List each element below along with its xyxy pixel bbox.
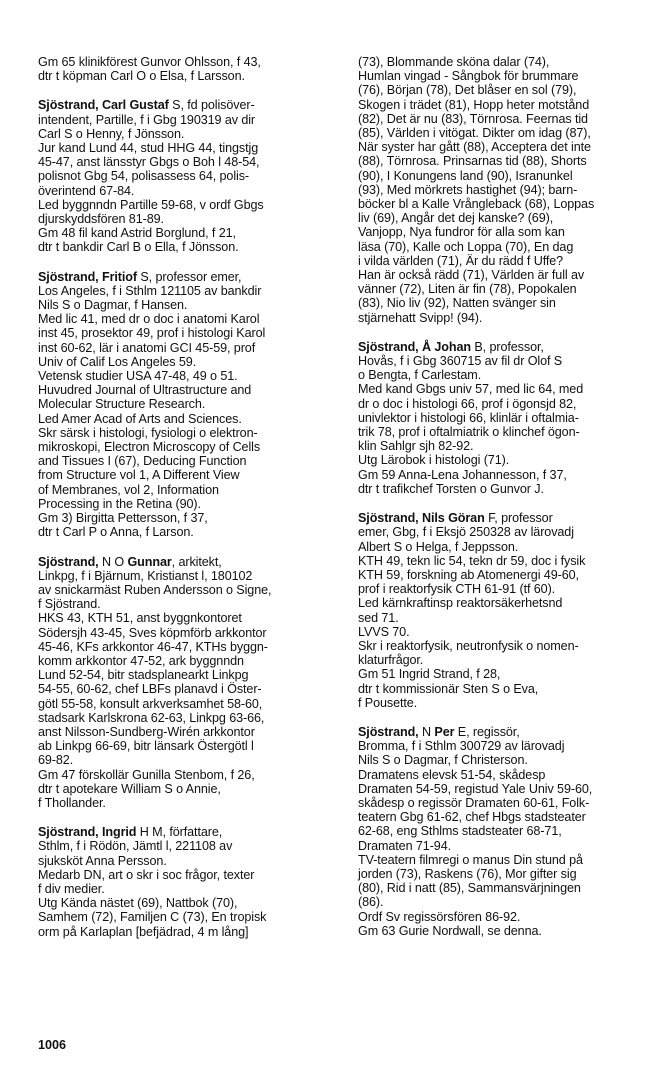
entry-text: Skr särsk i histologi, fysiologi o elektron- (38, 425, 258, 440)
text-line (358, 796, 658, 810)
text-line (38, 854, 338, 868)
entry-text: (93), Med mörkrets hastighet (94); barn- (358, 182, 578, 197)
entry-text: Han är också rädd (71), Världen är full av (358, 268, 585, 283)
text-line (358, 169, 658, 183)
entry-text: Led byggnndn Partille 59-68, v ordf Gbgs (38, 197, 264, 212)
biography-entry (38, 825, 338, 939)
entry-surname: Sjöstrand, (38, 269, 102, 284)
entry-surname: Sjöstrand, (38, 554, 102, 569)
entry-text: vänner (72), Liten är fin (78), Popokalen (358, 282, 577, 297)
page-number: 1006 (38, 1038, 67, 1052)
entry-text: , arkitekt, (171, 554, 222, 569)
entry-text: dr o doc i histologi 66, prof i ögonsjd 82, (358, 396, 577, 411)
text-line (358, 311, 658, 325)
entry-text: LVVS 70. (358, 624, 410, 639)
text-line (358, 468, 658, 482)
text-line (38, 69, 338, 83)
text-line (38, 98, 338, 112)
text-line (38, 825, 338, 839)
entry-text: Processing in the Retina (90). (38, 496, 201, 511)
entry-text: o Bengta, f Carlestam. (358, 368, 482, 383)
left-column (38, 55, 338, 954)
entry-text: E, regissör, (454, 724, 520, 739)
text-line (358, 568, 658, 582)
entry-text: trik 78, prof i oftalmiatrik o klinchef ögon- (358, 425, 580, 440)
text-line (38, 910, 338, 924)
entry-text: Ordf Sv regissörsfören 86-92. (358, 909, 521, 924)
text-line (358, 540, 658, 554)
text-line (358, 296, 658, 310)
text-line (38, 284, 338, 298)
biography-entry (38, 270, 338, 540)
text-line (358, 554, 658, 568)
biography-entry (38, 55, 338, 83)
entry-text: (85), Världen i vitögat. Dikter om idag (87), (358, 126, 591, 141)
text-line (358, 839, 658, 853)
text-line (38, 369, 338, 383)
entry-text: Linkpg, f i Bjärnum, Kristianst l, 180102 (38, 568, 253, 583)
text-line (38, 711, 338, 725)
entry-text: Samhem (72), Familjen C (73), En tropisk (38, 910, 267, 925)
entry-text: Gm 65 klinikförest Gunvor Ohlsson, f 43, (38, 55, 261, 69)
biography-entry (358, 340, 658, 496)
entry-surname: Sjöstrand, (358, 724, 422, 739)
entry-text: Dramatens elevsk 51-54, skådesp (358, 767, 546, 782)
entry-text: Skr i reaktorfysik, neutronfysik o nomen- (358, 638, 579, 653)
entry-text: När syster har gått (88), Acceptera det inte (358, 140, 591, 155)
text-line (358, 782, 658, 796)
entry-surname: Sjöstrand, (358, 511, 422, 526)
entry-text: Molecular Structure Research. (38, 397, 206, 412)
entry-text: Dramaten 54-59, registud Yale Univ 59-60, (358, 781, 593, 796)
entry-text: F, professor (484, 511, 553, 526)
entry-text: ab Linkpg 66-69, bitr länsark Östergötl l (38, 739, 254, 754)
text-line (38, 155, 338, 169)
entry-given-name: Gunnar (127, 554, 172, 569)
entry-text: Los Angeles, f i Sthlm 121105 av bankdir (38, 283, 262, 298)
entry-text: böcker bl a Kalle Vrångleback (68), Loppas (358, 197, 595, 212)
entry-text: 69-82. (38, 753, 74, 768)
text-line (38, 298, 338, 312)
entry-text: dtr t köpman Carl O o Elsa, f Larsson. (38, 69, 245, 84)
text-line (358, 895, 658, 909)
entry-text: Bromma, f i Sthlm 300729 av lärovadj (358, 739, 565, 754)
text-line (358, 425, 658, 439)
text-line (38, 497, 338, 511)
entry-text: intendent, Partille, f i Gbg 190319 av dir (38, 112, 256, 127)
entry-text: Nils S o Dagmar, f Christerson. (358, 753, 528, 768)
entry-text: (73), Blommande sköna dalar (74), (358, 55, 550, 69)
entry-text: KTH 49, tekn lic 54, tekn dr 59, doc i fysik (358, 553, 586, 568)
text-line (38, 270, 338, 284)
text-line (358, 753, 658, 767)
entry-text: Humlan vingad - Sångbok för brummare (358, 69, 579, 84)
text-line (38, 725, 338, 739)
entry-text: f Thollander. (38, 795, 106, 810)
text-line (358, 453, 658, 467)
text-line (358, 582, 658, 596)
text-line (358, 98, 658, 112)
entry-text: N (421, 724, 435, 739)
entry-text: dtr t trafikchef Torsten o Gunvor J. (358, 481, 544, 496)
text-line (358, 368, 658, 382)
text-line (38, 397, 338, 411)
entry-text: inst 45, prosektor 49, prof i histologi Karol (38, 326, 266, 341)
text-line (38, 925, 338, 939)
text-line (358, 924, 658, 938)
entry-text: TV-teatern filmregi o manus Din stund på (358, 852, 583, 867)
text-line (358, 881, 658, 895)
text-line (358, 140, 658, 154)
entry-text: Gm 48 fil kand Astrid Borglund, f 21, (38, 226, 236, 241)
entry-text: emer, Gbg, f i Eksjö 250328 av lärovadj (358, 525, 574, 540)
entry-text: Skogen i trädet (81), Hopp heter motstånd (358, 97, 590, 112)
entry-text: inst 60-62, lär i anatomi GCI 45-59, prof (38, 340, 256, 355)
entry-text: orm på Karlaplan [befjädrad, 4 m lång] (38, 924, 249, 939)
text-line (38, 753, 338, 767)
text-line (358, 254, 658, 268)
text-line (358, 439, 658, 453)
entry-text: Gm 59 Anna-Lena Johannesson, f 37, (358, 467, 567, 482)
entry-text: KTH 59, forskning ab Atomenergi 49-60, (358, 567, 579, 582)
text-line (358, 83, 658, 97)
text-line (38, 868, 338, 882)
text-line (358, 739, 658, 753)
entry-text: stadsark Karlskrona 62-63, Linkpg 63-66, (38, 710, 265, 725)
entry-text: av snickarmäst Ruben Andersson o Signe, (38, 582, 272, 597)
text-line (38, 668, 338, 682)
entry-text: Utg Kända nästet (69), Nattbok (70), (38, 896, 238, 911)
text-line (358, 240, 658, 254)
entry-text: dtr t bankdir Carl B o Ella, f Jönsson. (38, 240, 239, 255)
entry-text: Univ of Calif Los Angeles 59. (38, 354, 197, 369)
entry-text: Huvudred Journal of Ultrastructure and (38, 383, 252, 398)
text-line (358, 183, 658, 197)
entry-text: Gm 47 förskollär Gunilla Stenbom, f 26, (38, 767, 255, 782)
entry-text: anst Nilsson-Sundberg-Wirén arkkontor (38, 724, 255, 739)
entry-text: Medarb DN, art o skr i soc frågor, texter (38, 867, 255, 882)
entry-text: Med kand Gbgs univ 57, med lic 64, med (358, 382, 584, 397)
entry-text: Gm 51 Ingrid Strand, f 28, (358, 667, 501, 682)
entry-text: stjärnehatt Svipp! (94). (358, 310, 483, 325)
text-line (38, 640, 338, 654)
entry-text: Carl S o Henny, f Jönsson. (38, 126, 185, 141)
entry-text: 45-47, anst länsstyr Gbgs o Boh l 48-54, (38, 155, 260, 170)
text-line (358, 511, 658, 525)
text-line (38, 212, 338, 226)
text-line (38, 169, 338, 183)
text-line (358, 126, 658, 140)
biography-entry (38, 555, 338, 811)
entry-text: Med lic 41, med dr o doc i anatomi Karol (38, 312, 260, 327)
entry-text: 45-46, KFs arkkontor 46-47, KTHs byggn- (38, 639, 268, 654)
entry-given-name: Nils Göran (421, 511, 485, 526)
text-line (38, 569, 338, 583)
entry-text: f Pousette. (358, 695, 418, 710)
text-line (38, 839, 338, 853)
entry-text: Albert S o Helga, f Jeppsson. (358, 539, 519, 554)
entry-text: polisnot Gbg 54, polisassess 64, polis- (38, 169, 250, 184)
text-line (358, 867, 658, 881)
text-line (38, 454, 338, 468)
entry-surname: Sjöstrand, (38, 825, 102, 840)
text-line (38, 525, 338, 539)
entry-text: B, professor, (470, 339, 544, 354)
text-line (358, 639, 658, 653)
entry-text: klaturfrågor. (358, 653, 424, 668)
text-line (358, 397, 658, 411)
entry-text: (76), Början (78), Det blåser en sol (79), (358, 83, 577, 98)
text-line (358, 625, 658, 639)
text-line (38, 768, 338, 782)
text-line (38, 611, 338, 625)
entry-text: djurskyddsfören 81-89. (38, 212, 164, 227)
entry-text: Vanjopp, Nya fundror för alla som kan (358, 225, 565, 240)
text-line (358, 55, 658, 69)
text-line (358, 154, 658, 168)
text-line (358, 340, 658, 354)
entry-text: prof i reaktorfysik CTH 61-91 (tf 60). (358, 582, 556, 597)
text-line (38, 412, 338, 426)
entry-surname: Sjöstrand, (38, 98, 102, 113)
text-line (38, 240, 338, 254)
entry-surname: Sjöstrand, (358, 339, 422, 354)
entry-text: (88), Törnrosa. Prinsarnas tid (88), Shorts (358, 154, 587, 169)
text-line (358, 382, 658, 396)
entry-text: Hovås, f i Gbg 360715 av fil dr Olof S (358, 354, 563, 369)
entry-text: götl 55-58, konsult arkverksamhet 58-60, (38, 696, 263, 711)
biography-entry (358, 511, 658, 710)
text-line (38, 326, 338, 340)
text-line (38, 555, 338, 569)
entry-text: Vetensk studier USA 47-48, 49 o 51. (38, 369, 238, 384)
entry-text: jorden (73), Raskens (76), Mor gifter sig (358, 866, 577, 881)
text-line (358, 768, 658, 782)
entry-text: teatern Gbg 61-62, chef Hbgs stadsteater (358, 810, 586, 825)
entry-text: Nils S o Dagmar, f Hansen. (38, 298, 188, 313)
entry-text: (90), I Konungens land (90), Isranunkel (358, 168, 573, 183)
text-line (38, 341, 338, 355)
text-line (38, 468, 338, 482)
text-line (38, 739, 338, 753)
entry-text: 54-55, 60-62, chef LBFs planavd i Öster- (38, 682, 262, 697)
text-line (38, 226, 338, 240)
entry-text: univlektor i histologi 66, klinlär i oftalmia- (358, 410, 579, 425)
text-line (358, 667, 658, 681)
entry-text: f div medier. (38, 881, 105, 896)
text-line (358, 653, 658, 667)
entry-given-name: Fritiof (101, 269, 137, 284)
text-line (38, 597, 338, 611)
text-line (38, 511, 338, 525)
text-line (358, 354, 658, 368)
entry-given-name: Ingrid (101, 825, 137, 840)
text-line (38, 626, 338, 640)
text-line (38, 440, 338, 454)
text-line (38, 383, 338, 397)
entry-text: Dramaten 71-94. (358, 838, 452, 853)
text-line (38, 882, 338, 896)
text-line (358, 725, 658, 739)
entry-text: Led kärnkraftinsp reaktorsäkerhetsnd (358, 596, 563, 611)
text-line (38, 896, 338, 910)
text-line (358, 611, 658, 625)
text-line (358, 853, 658, 867)
text-line (358, 910, 658, 924)
entry-text: Gm 63 Gurie Nordwall, se denna. (358, 923, 542, 938)
entry-text: i vilda världen (71), Är du rädd f Uffe? (358, 253, 564, 268)
entry-text: Lund 52-54, bitr stadsplanearkt Linkpg (38, 668, 249, 683)
entry-text: dtr t Carl P o Anna, f Larson. (38, 525, 194, 540)
entry-text: (86). (358, 895, 384, 910)
entry-text: mikroskopi, Electron Microscopy of Cells (38, 440, 261, 455)
entry-text: from Structure vol 1, A Different View (38, 468, 240, 483)
entry-text: överintend 67-84. (38, 183, 135, 198)
entry-text: (80), Rid i natt (85), Sammansvärjningen (358, 881, 581, 896)
entry-text: H M, författare, (136, 825, 223, 840)
text-line (358, 810, 658, 824)
entry-text: Jur kand Lund 44, stud HHG 44, tingstjg (38, 141, 259, 156)
entry-text: läsa (70), Kalle och Loppa (70), En dag (358, 239, 574, 254)
entry-text: sed 71. (358, 610, 399, 625)
entry-text: dtr t kommissionär Sten S o Eva, (358, 681, 539, 696)
text-line (38, 127, 338, 141)
text-line (38, 483, 338, 497)
entry-text: of Membranes, vol 2, Information (38, 482, 219, 497)
entry-text: HKS 43, KTH 51, anst byggnkontoret (38, 611, 242, 626)
text-line (38, 55, 338, 69)
entry-text: S, fd polisöver- (168, 98, 255, 113)
text-line (358, 268, 658, 282)
entry-text: and Tissues I (67), Deducing Function (38, 454, 247, 469)
right-column (358, 55, 658, 953)
biography-entry (358, 55, 658, 325)
entry-text: skådesp o regissör Dramaten 60-61, Folk- (358, 795, 590, 810)
text-line (358, 596, 658, 610)
entry-text: komm arkkontor 47-52, ark byggnndn (38, 653, 244, 668)
text-line (358, 225, 658, 239)
entry-text: dtr t apotekare William S o Annie, (38, 781, 221, 796)
entry-given-name: Carl Gustaf (101, 98, 169, 113)
text-line (38, 184, 338, 198)
entry-text: liv (69), Angår det dej kanske? (69), (358, 211, 554, 226)
text-line (358, 482, 658, 496)
entry-given-name: Å Johan (421, 339, 471, 354)
text-line (38, 654, 338, 668)
entry-text: f Sjöstrand. (38, 597, 101, 612)
text-line (38, 198, 338, 212)
entry-given-name: Per (434, 724, 455, 739)
text-line (38, 141, 338, 155)
text-line (358, 682, 658, 696)
entry-text: klin Sahlgr sjh 82-92. (358, 439, 474, 454)
text-line (38, 682, 338, 696)
biography-entry (38, 98, 338, 254)
text-line (38, 426, 338, 440)
biography-entry (358, 725, 658, 938)
entry-text: 62-68, eng Sthlms stadsteater 68-71, (358, 824, 562, 839)
text-line (358, 112, 658, 126)
entry-text: (83), Nio liv (92), Natten svänger sin (358, 296, 556, 311)
entry-text: Gm 3) Birgitta Pettersson, f 37, (38, 511, 208, 526)
entry-text: S, professor emer, (136, 269, 242, 284)
text-line (38, 113, 338, 127)
entry-text: sjuksköt Anna Persson. (38, 853, 167, 868)
text-line (358, 197, 658, 211)
text-line (358, 282, 658, 296)
text-line (38, 312, 338, 326)
text-line (38, 697, 338, 711)
text-line (358, 69, 658, 83)
entry-text: Led Amer Acad of Arts and Sciences. (38, 411, 242, 426)
text-line (38, 782, 338, 796)
text-line (358, 211, 658, 225)
text-line (358, 696, 658, 710)
entry-text: N O (101, 554, 128, 569)
text-line (38, 796, 338, 810)
entry-text: Utg Lärobok i histologi (71). (358, 453, 510, 468)
entry-text: Sthlm, f i Rödön, Jämtl l, 221108 av (38, 839, 233, 854)
text-line (358, 411, 658, 425)
entry-text: Södersjh 43-45, Sves köpmförb arkkontor (38, 625, 267, 640)
text-line (358, 824, 658, 838)
entry-text: (82), Det är nu (83), Törnrosa. Feernas tid (358, 111, 588, 126)
text-line (38, 583, 338, 597)
text-line (38, 355, 338, 369)
text-line (358, 525, 658, 539)
